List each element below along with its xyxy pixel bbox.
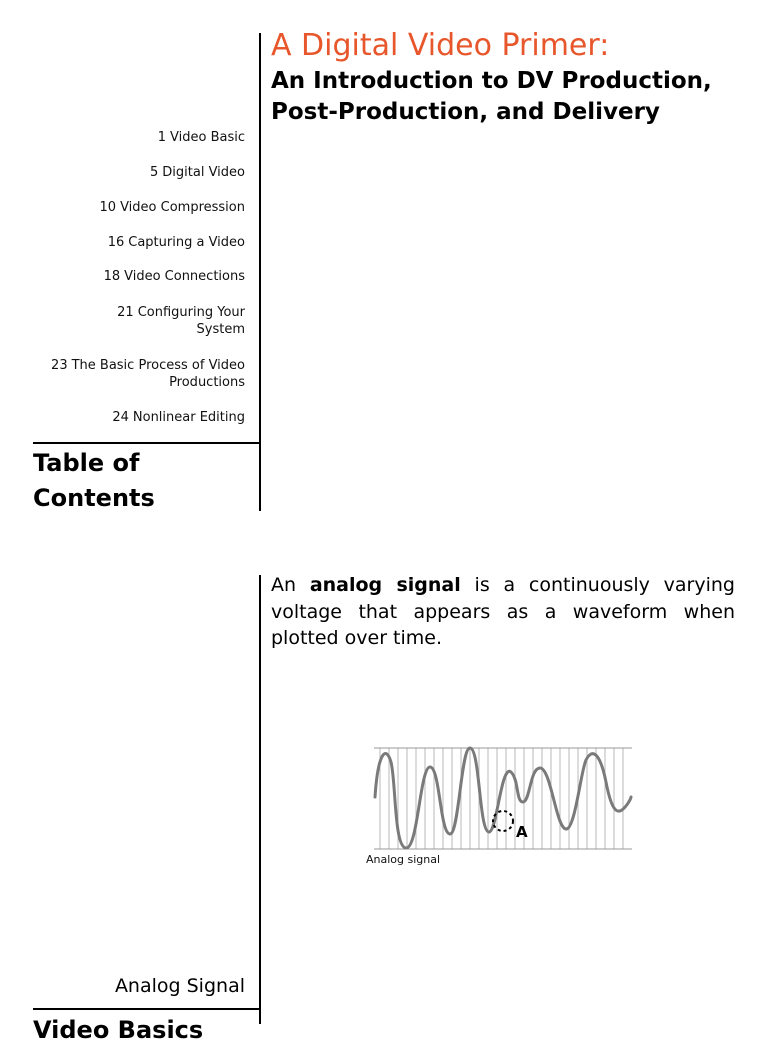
header-rule — [259, 33, 261, 511]
toc-page-number: 1 — [157, 130, 167, 145]
paragraph-suffix: is a continuously varying voltage that appears as a waveform when plotted over time. — [271, 574, 735, 649]
toc-page-number: 5 — [150, 165, 159, 180]
toc-item-label: Digital Video — [162, 165, 245, 180]
subtitle-line-1: An Introduction to DV Production, — [271, 68, 712, 94]
toc-item-label: Capturing a Video — [128, 235, 245, 250]
toc-heading — [33, 446, 155, 516]
marker-a-label: A — [516, 823, 528, 841]
paragraph-prefix: An — [271, 574, 310, 596]
body-paragraph — [271, 572, 735, 652]
toc-page-number: 23 — [51, 358, 68, 373]
term-analog-signal: analog signal — [309, 574, 461, 596]
toc-item[interactable] — [20, 234, 245, 251]
toc-item[interactable] — [20, 357, 245, 391]
toc-page-number: 24 — [112, 410, 129, 425]
toc-item[interactable] — [20, 268, 245, 285]
toc-item-label: Configuring Your — [137, 305, 245, 320]
section-rule — [259, 575, 261, 1024]
toc-item-label: Nonlinear Editing — [132, 410, 245, 425]
analog-waveform-diagram — [366, 742, 636, 854]
toc-item-label-continued: Productions — [169, 375, 245, 390]
toc-item-label: Video Compression — [120, 200, 245, 215]
section-divider — [33, 1008, 260, 1010]
toc-item-label: Video Basic — [170, 130, 245, 145]
toc-heading-line-2: Contents — [33, 484, 155, 512]
toc-item-label: Video Connections — [124, 269, 245, 284]
toc-page-number: 10 — [99, 200, 117, 215]
figure-caption: Analog signal — [366, 853, 441, 866]
toc-page-number: 18 — [103, 269, 121, 284]
sidebar-label: Analog Signal — [114, 975, 245, 997]
toc-item-label: The Basic Process of Video — [71, 358, 245, 373]
toc-item[interactable] — [20, 409, 245, 426]
subtitle-line-2: Post-Production, and Delivery — [271, 99, 660, 125]
analog-waveform — [375, 748, 631, 848]
grid-lines — [380, 748, 623, 849]
page-title: A Digital Video Primer: — [271, 28, 610, 63]
toc-divider — [33, 442, 260, 444]
toc-heading-line-1: Table of — [33, 449, 140, 477]
toc-item[interactable] — [20, 129, 245, 146]
next-section-heading: Video Basics — [33, 1016, 204, 1044]
toc-item[interactable] — [20, 304, 245, 338]
toc-page-number: 21 — [117, 305, 134, 320]
toc-item[interactable] — [20, 164, 245, 181]
toc-page-number: 16 — [107, 235, 125, 250]
toc-item[interactable] — [20, 199, 245, 216]
page-subtitle — [271, 66, 712, 128]
toc-item-label-continued: System — [196, 322, 245, 337]
